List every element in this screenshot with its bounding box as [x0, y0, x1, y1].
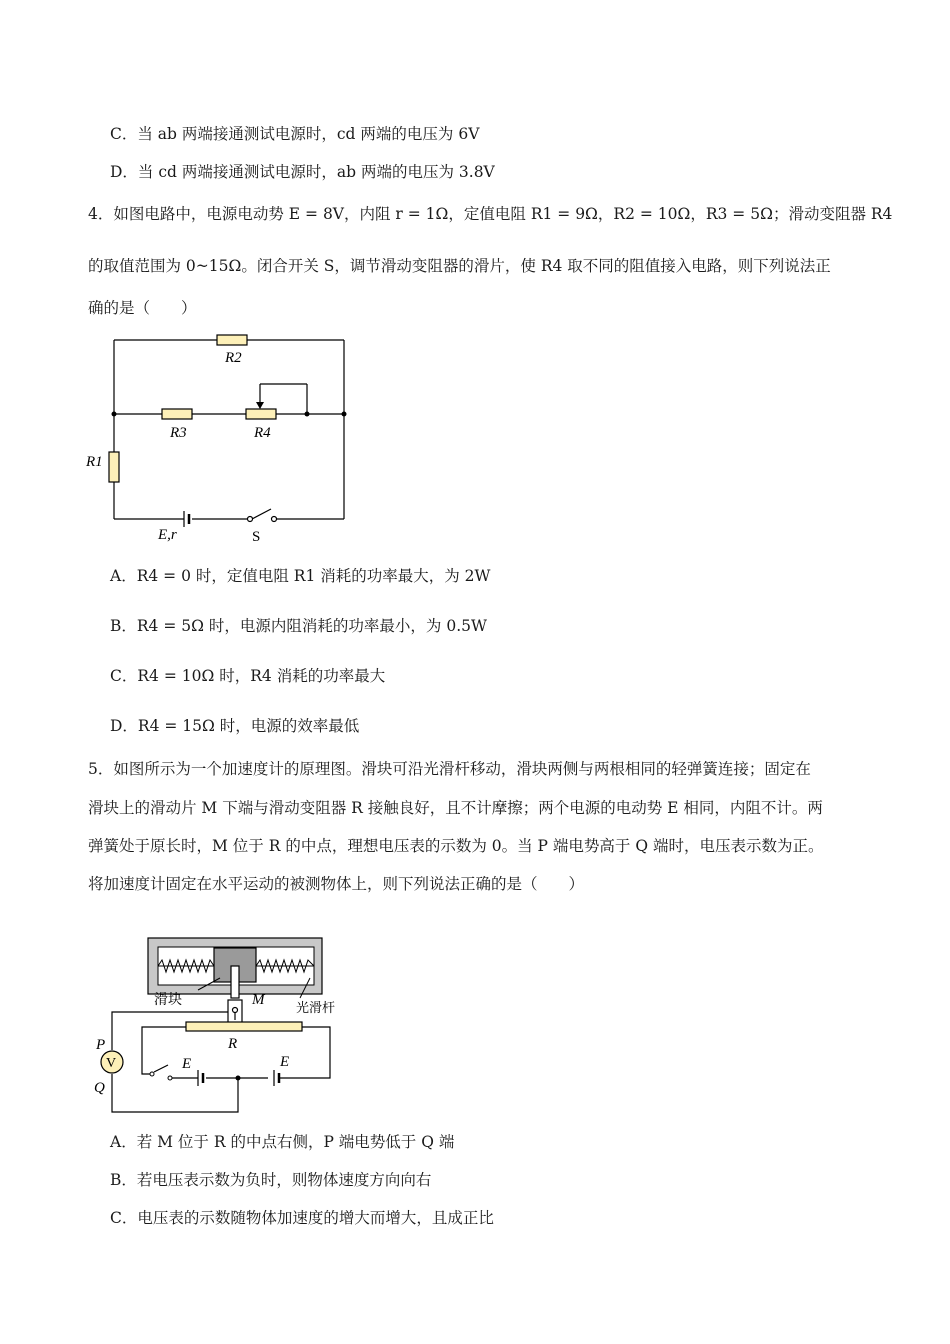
q5-option-b: B．若电压表示数为负时，则物体速度方向向右 [110, 1171, 432, 1189]
q4-option-d: D．R4 = 15Ω 时，电源的效率最低 [110, 717, 360, 735]
label-source: E,r [158, 527, 177, 543]
q4-circuit-diagram [80, 328, 370, 548]
label-r4: R4 [254, 425, 271, 441]
label-rod: 光滑杆 [296, 1000, 336, 1015]
q5-stem-line-4: 将加速度计固定在水平运动的被测物体上，则下列说法正确的是（ ） [88, 875, 585, 893]
label-e-right: E [280, 1054, 290, 1070]
label-r1: R1 [86, 454, 103, 470]
label-r: R [228, 1036, 238, 1052]
q5-stem-line-1: 5．如图所示为一个加速度计的原理图。滑块可沿光滑杆移动，滑块两侧与两根相同的轻弹簧连接；固定在 [88, 760, 811, 778]
q4-stem-line-2: 的取值范围为 0~15Ω。闭合开关 S，调节滑动变阻器的滑片，使 R4 取不同的阻值接入电路，则下列说法正 [88, 257, 831, 275]
rheostat-r [186, 1022, 302, 1031]
label-q: Q [94, 1080, 105, 1096]
resistor-r4 [246, 409, 276, 419]
label-m: M [252, 992, 265, 1008]
label-r3: R3 [170, 425, 187, 441]
q3-option-d: D．当 cd 两端接通测试电源时，ab 两端的电压为 3.8V [110, 163, 495, 181]
q3-option-c: C．当 ab 两端接通测试电源时，cd 两端的电压为 6V [110, 125, 480, 143]
q5-option-a: A．若 M 位于 R 的中点右侧，P 端电势低于 Q 端 [110, 1133, 455, 1151]
q4-stem-line-3: 确的是（ ） [88, 299, 197, 317]
label-switch: S [252, 529, 261, 545]
label-r2: R2 [225, 350, 242, 366]
label-slider: 滑块 [154, 993, 182, 1008]
resistor-r1 [109, 452, 119, 482]
resistor-r2 [217, 335, 247, 345]
q4-option-c: C．R4 = 10Ω 时，R4 消耗的功率最大 [110, 667, 386, 685]
label-p: P [96, 1037, 106, 1053]
q5-stem-line-3: 弹簧处于原长时，M 位于 R 的中点，理想电压表的示数为 0。当 P 端电势高于 Q 端时，电压表示数为正。 [88, 837, 824, 855]
resistor-r3 [162, 409, 192, 419]
label-voltmeter: V [106, 1056, 117, 1071]
q4-option-b: B．R4 = 5Ω 时，电源内阻消耗的功率最小，为 0.5W [110, 617, 487, 635]
q5-stem-line-2: 滑块上的滑动片 M 下端与滑动变阻器 R 接触良好，且不计摩擦；两个电源的电动势 E 相同，内阻不计。两 [88, 799, 823, 817]
q5-accelerometer-diagram [88, 930, 358, 1120]
q4-option-a: A．R4 = 0 时，定值电阻 R1 消耗的功率最大，为 2W [110, 567, 491, 585]
label-e-left: E [182, 1056, 192, 1072]
q4-stem-line-1: 4．如图电路中，电源电动势 E = 8V，内阻 r = 1Ω，定值电阻 R1 = 9Ω，R2 = 10Ω，R3 = 5Ω；滑动变阻器 R4 [88, 205, 893, 223]
q5-option-c: C．电压表的示数随物体加速度的增大而增大，且成正比 [110, 1209, 494, 1227]
